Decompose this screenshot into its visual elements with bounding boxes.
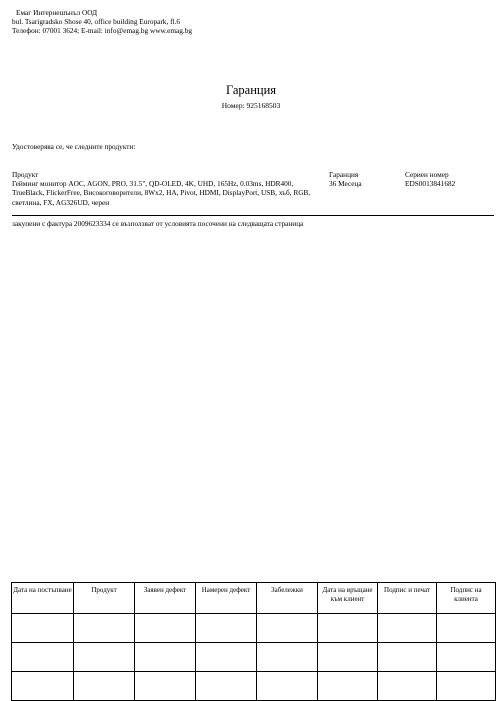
- warranty-column-header: Гаранция: [329, 170, 359, 179]
- table-cell: [74, 643, 135, 672]
- table-cell: [12, 643, 74, 672]
- table-cell: [318, 672, 378, 701]
- table-row: [12, 614, 496, 643]
- serial-number: EDS0013841682: [405, 179, 456, 188]
- column-header: Дата на постъпване: [12, 583, 74, 614]
- product-column-header: Продукт: [12, 170, 39, 179]
- column-header: Подпис на клиента: [437, 583, 496, 614]
- table-header-row: [12, 583, 496, 614]
- column-header: Намерен дефект: [196, 583, 257, 614]
- service-log-table: [11, 582, 496, 701]
- table-row: [12, 643, 496, 672]
- column-header: Продукт: [74, 583, 135, 614]
- document-title: Гаранция: [225, 83, 277, 97]
- table-cell: [437, 643, 496, 672]
- table-cell: [257, 643, 318, 672]
- column-header: Дата на връщане към клиент: [318, 583, 378, 614]
- company-contacts: Телефон: 07001 3624; E-mail: info@emag.bg www.emag.bg: [12, 26, 193, 35]
- table-cell: [378, 643, 437, 672]
- table-cell: [135, 643, 196, 672]
- table-cell: [135, 614, 196, 643]
- serial-column-header: Сериен номер: [405, 170, 449, 179]
- company-address: bul. Tsarigradsko Shose 40, office building Europark, fl.6: [12, 17, 181, 26]
- table-cell: [12, 614, 74, 643]
- table-cell: [437, 672, 496, 701]
- column-header: Подпис и печат: [378, 583, 437, 614]
- warranty-period: 36 Месеца: [329, 179, 362, 188]
- table-cell: [318, 614, 378, 643]
- service-log-body: [12, 614, 496, 701]
- table-cell: [437, 614, 496, 643]
- certify-text: Удостоверява се, че следните продукти:: [12, 142, 136, 151]
- table-cell: [74, 672, 135, 701]
- invoice-note: закупени с фактура 2009623334 се възползват от условията посочени на следващата страница: [12, 219, 304, 228]
- divider-line: [12, 215, 494, 216]
- column-header: Заявен дефект: [135, 583, 196, 614]
- table-cell: [135, 672, 196, 701]
- table-cell: [196, 614, 257, 643]
- table-cell: [257, 614, 318, 643]
- table-cell: [12, 672, 74, 701]
- table-cell: [257, 672, 318, 701]
- column-header: Забележки: [257, 583, 318, 614]
- product-description: Гейминг монитор AOC, AGON, PRO, 31.5", QD-OLED, 4K, UHD, 165Hz, 0.03ms, HDR400, TrueBlack, FlickerFree, Високоговорители, 8Wx2, HA, Pivot, HDMI, DisplayPort, USB, хъб, RGB, светлина, FX, AG326UD, черен: [12, 179, 311, 207]
- table-cell: [378, 672, 437, 701]
- table-cell: [196, 643, 257, 672]
- table-cell: [196, 672, 257, 701]
- table-cell: [74, 614, 135, 643]
- company-name: Емаг Интернешънъл ООД: [16, 8, 98, 17]
- table-row: [12, 672, 496, 701]
- warranty-number: Номер: 925168503: [221, 101, 281, 110]
- table-cell: [378, 614, 437, 643]
- table-cell: [318, 643, 378, 672]
